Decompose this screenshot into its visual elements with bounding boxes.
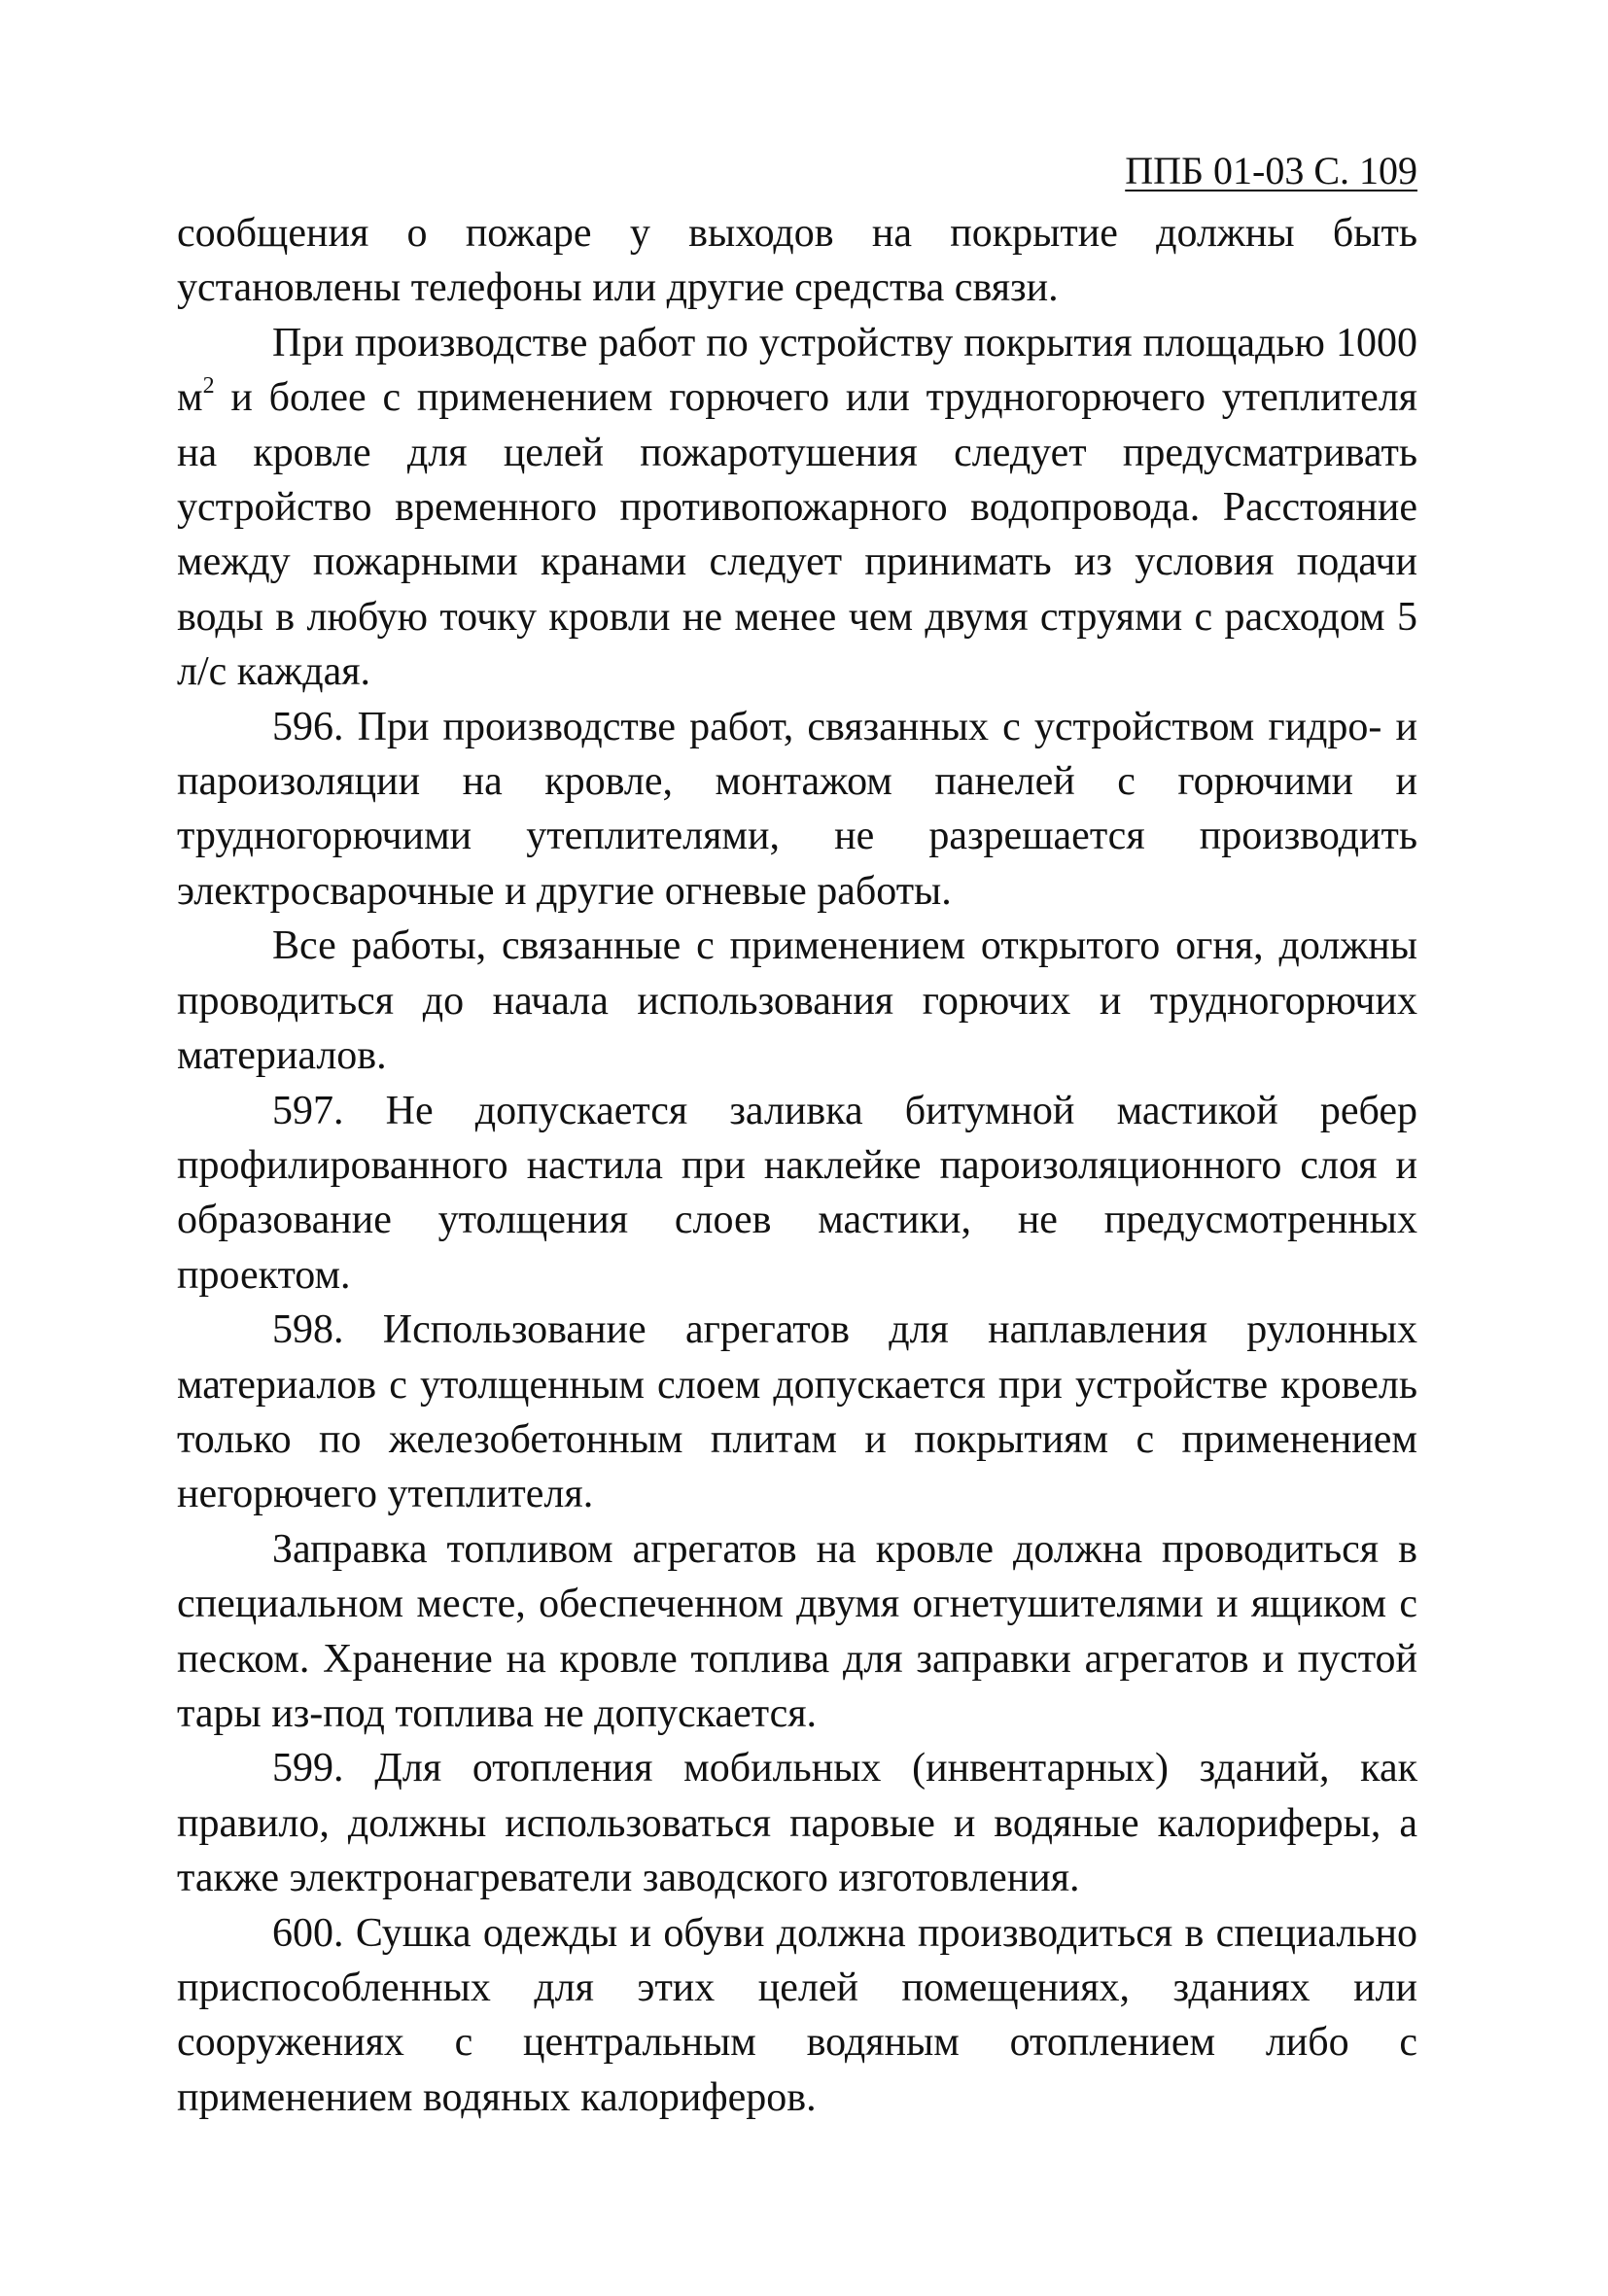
paragraph-text-part: При производстве работ по устройству покрытия площадью 1000 м xyxy=(177,320,1417,421)
paragraph-600: 600. Сушка одежды и обуви должна производиться в специально приспособленных для этих целей помещениях, зданиях или сооружениях с центральным водяным отоплением либо с применением водяных калориферов. xyxy=(177,1910,1417,2120)
paragraph-598: 598. Использование агрегатов для наплавления рулонных материалов с утолщенным слоем допускается при устройстве кровель только по железобетонным плитам и покрытиям с применением негорючего утеплителя. xyxy=(177,1307,1417,1517)
superscript-exponent: 2 xyxy=(202,373,215,400)
paragraph-water-supply xyxy=(177,316,1417,700)
document-body xyxy=(177,206,1417,2125)
paragraph-596: 596. При производстве работ, связанных с устройством гидро- и пароизоляции на кровле, монтажом панелей с горючими и трудногорючими утеплителями, не разрешается производить электросварочные и другие огневые работы. xyxy=(177,704,1417,914)
paragraph-refueling: Заправка топливом агрегатов на кровле должна проводиться в специальном месте, обеспеченном двумя огнетушителями и ящиком с песком. Хранение на кровле топлива для заправки агрегатов и пустой тары из-под топлива не допускается. xyxy=(177,1526,1417,1736)
running-header: ППБ 01-03 С. 109 xyxy=(1125,149,1417,192)
paragraph-open-fire: Все работы, связанные с применением открытого огня, должны проводиться до начала использования горючих и трудногорючих материалов. xyxy=(177,923,1417,1079)
paragraph-text-part: и более с применением горючего или трудногорючего утеплителя на кровле для целей пожаротушения следует предусматривать устройство временного противопожарного водопровода. Расстояние между пожарными кранами следует принимать из условия подачи воды в любую точку кровли не менее чем двумя струями с расходом 5 л/с каждая. xyxy=(177,375,1417,695)
paragraph-continuation: сообщения о пожаре у выходов на покрытие должны быть установлены телефоны или другие средства связи. xyxy=(177,211,1417,311)
paragraph-597: 597. Не допускается заливка битумной мастикой ребер профилированного настила при наклейке пароизоляционного слоя и образование утолщения слоев мастики, не предусмотренных проектом. xyxy=(177,1088,1417,1298)
paragraph-599: 599. Для отопления мобильных (инвентарных) зданий, как правило, должны использоваться паровые и водяные калориферы, а также электронагреватели заводского изготовления. xyxy=(177,1746,1417,1901)
